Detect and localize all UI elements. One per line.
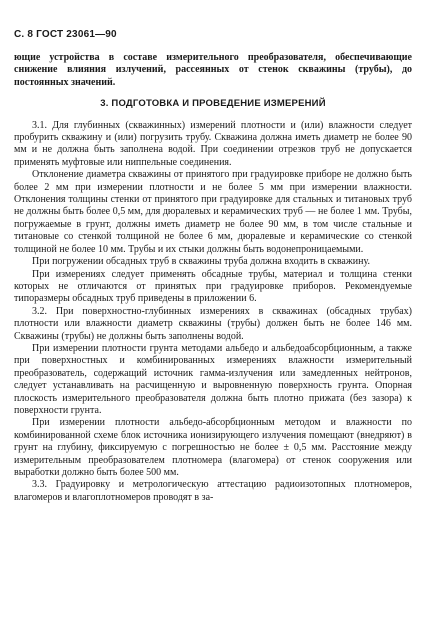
page-header: С. 8 ГОСТ 23061—90 [14, 29, 117, 40]
section-heading: 3. ПОДГОТОВКА И ПРОВЕДЕНИЕ ИЗМЕРЕНИЙ [100, 98, 326, 110]
paragraph-casing-immersion: При погружении обсадных труб в скважины труба должна входить в скважину. [32, 256, 370, 268]
document-body [14, 52, 412, 504]
paragraph-3-1: 3.1. Для глубинных (скважинных) измерений плотности и (или) влажности следует пробурить скважину и (или) погрузить трубу. Скважина должна иметь диаметр не более 90 мм и не должна быть заполнена водой. При соединении отрезков труб не допускается применять муфтовые или ниппельные соединения. [14, 119, 412, 168]
document-page [14, 28, 412, 504]
paragraph-diameter-deviation: Отклонение диаметра скважины от принятого при градуировке приборе не должно быть более 2 мм при измерении плотности и не более 5 мм при измерении влажности. Отклонения толщины стенки от принятого при градуировке для стальных и титановых труб не должны быть более 0,5 мм, для дюралевых и керамических труб — не более 1 мм. Трубы, погружаемые в грунт, должны иметь диаметр не более 90 мм, в том числе стальные и титановые со стенкой толщиной не более 6 мм, дюралевые и керамические со стенкой толщиной не более 10 мм. Трубы и их стыки должны быть водонепроницаемыми. [14, 169, 412, 255]
paragraph-3-3: 3.3. Градуировку и метрологическую аттестацию радиоизотопных плотномеров, влагомеров и влагоплотномеров проводят в за- [14, 479, 412, 503]
paragraph-casing-pipes: При измерениях следует применять обсадные трубы, материал и толщина стенки которых не отличаются от принятых при градуировке приборов. Рекомендуемые типоразмеры обсадных труб приведены в приложении 6. [14, 268, 412, 305]
intro-paragraph: ющие устройства в составе измерительного преобразователя, обеспечивающие снижение влияния излучений, рассеянных от стенок скважины (трубы), до постоянных значений. [14, 52, 412, 88]
paragraph-albedo-measurement: При измерении плотности грунта методами альбедо и альбедоабсорбционным, а также при поверхностных и комбинированных измерениях влажности измерительный преобразователь, содержащий источник гамма-излучения или замедленных нейтронов, следует устанавливать на расчищенную и выровненную поверхность грунта. Опорная плоскость измерительного преобразователя должна быть плотно прижата (без зазора) к поверхности грунта. [14, 342, 412, 416]
paragraph-3-2: 3.2. При поверхностно-глубинных измерениях в скважинах (обсадных трубах) плотности или влажности диаметр скважины (трубы) должен быть не более 146 мм. Скважины (трубы) не должны быть заполнены водой. [14, 305, 412, 342]
paragraph-combined-scheme: При измерении плотности альбедо-абсорбционным методом и влажности по комбинированной схеме блок источника ионизирующего излучения помещают (внедряют) в грунт на глубину, фиксируемую с погрешностью не более ± 0,5 мм. Расстояние между измерительным преобразователем плотномера (влагомера) от стенок сооружения или выработки должно быть более 500 мм. [14, 417, 412, 478]
